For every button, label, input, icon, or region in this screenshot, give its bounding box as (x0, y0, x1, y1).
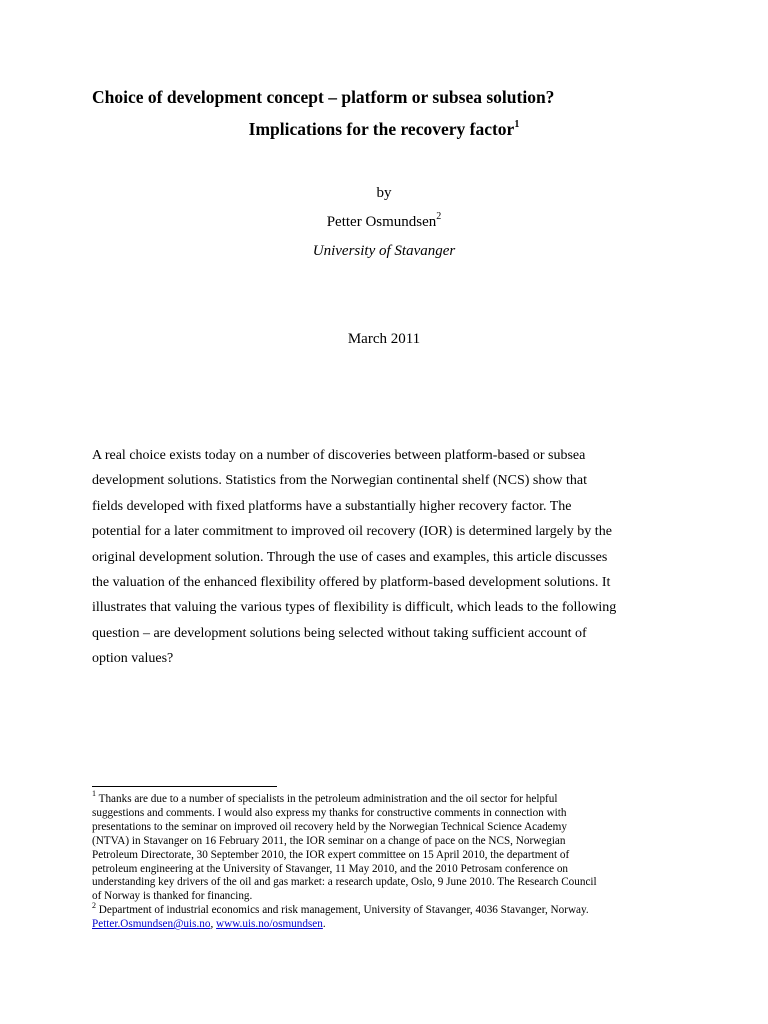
abstract-line: original development solution. Through the use of cases and examples, this article discusses (92, 549, 608, 565)
abstract-line: A real choice exists today on a number of discoveries between platform-based or subsea (92, 448, 586, 463)
title-line-1: Choice of development concept – platform or subsea solution? (92, 87, 555, 107)
footnote-1-text: Thanks are due to a number of specialists in the petroleum administration and the oil sector for helpful (98, 793, 558, 805)
footnote-1-line (92, 789, 692, 807)
author-name-text: Petter Osmundsen (326, 214, 437, 230)
link-separator: , (210, 918, 217, 931)
abstract-line: question – are development solutions being selected without taking sufficient account of (92, 625, 587, 641)
footnote-separator (92, 786, 277, 787)
footnote-2-text: Department of industrial economics and risk management, University of Stavanger, 4036 Stavanger, Norway. (98, 904, 589, 917)
abstract-line: option values? (92, 651, 174, 667)
abstract-line: potential for a later commitment to improved oil recovery (IOR) is determined largely by the (92, 524, 612, 540)
author-affiliation: University of Stavanger (312, 243, 456, 259)
footnote-2-marker: 2 (92, 900, 96, 910)
footnote-1-line: suggestions and comments. I would also express my thanks for constructive comments in connection with (92, 806, 567, 819)
footnote-2-end: . (322, 918, 326, 931)
publication-date: March 2011 (347, 331, 421, 347)
title-line-2-text: Implications for the recovery factor (248, 119, 515, 139)
title-line-2 (0, 118, 768, 140)
footnote-1-line: presentations to the seminar on improved oil recovery held by the Norwegian Technical Science Academy (92, 820, 567, 833)
abstract-line: illustrates that valuing the various types of flexibility is difficult, which leads to the following (92, 600, 617, 616)
footnote-1-line: Petroleum Directorate, 30 September 2010, the IOR expert committee on 15 April 2010, the department of (92, 848, 570, 861)
abstract-line: fields developed with fixed platforms have a substantially higher recovery factor. The (92, 498, 572, 514)
footnotes (92, 789, 692, 932)
footnote-ref-2[interactable]: 2 (436, 211, 442, 222)
footnote-1-line: of Norway is thanked for financing. (92, 890, 253, 903)
footnote-1-line: petroleum engineering at the University of Stavanger, 11 May 2010, and the 2010 Petrosam conference on (92, 862, 569, 875)
abstract-line: the valuation of the enhanced flexibility offered by platform-based development solutions. It (92, 575, 611, 591)
footnote-ref-1[interactable]: 1 (514, 119, 520, 131)
footnote-2-line (92, 900, 692, 918)
footnote-1-line: (NTVA) in Stavanger on 16 February 2011, the IOR seminar on a change of pace on the NCS, Norwegian (92, 834, 566, 847)
footnote-1-marker: 1 (92, 789, 96, 799)
author-name (0, 212, 768, 232)
author-email-link[interactable]: Petter.Osmundsen@uis.no (92, 918, 211, 931)
footnote-1-line: understanding key drivers of the oil and gas market: a research update, Oslo, 9 June 2010. The Research Council (92, 876, 597, 889)
abstract-line: development solutions. Statistics from the Norwegian continental shelf (NCS) show that (92, 473, 587, 489)
author-website-link[interactable]: www.uis.no/osmundsen (216, 918, 323, 931)
footnote-2-links (92, 918, 692, 932)
abstract (92, 443, 682, 672)
by-label: by (376, 185, 392, 201)
